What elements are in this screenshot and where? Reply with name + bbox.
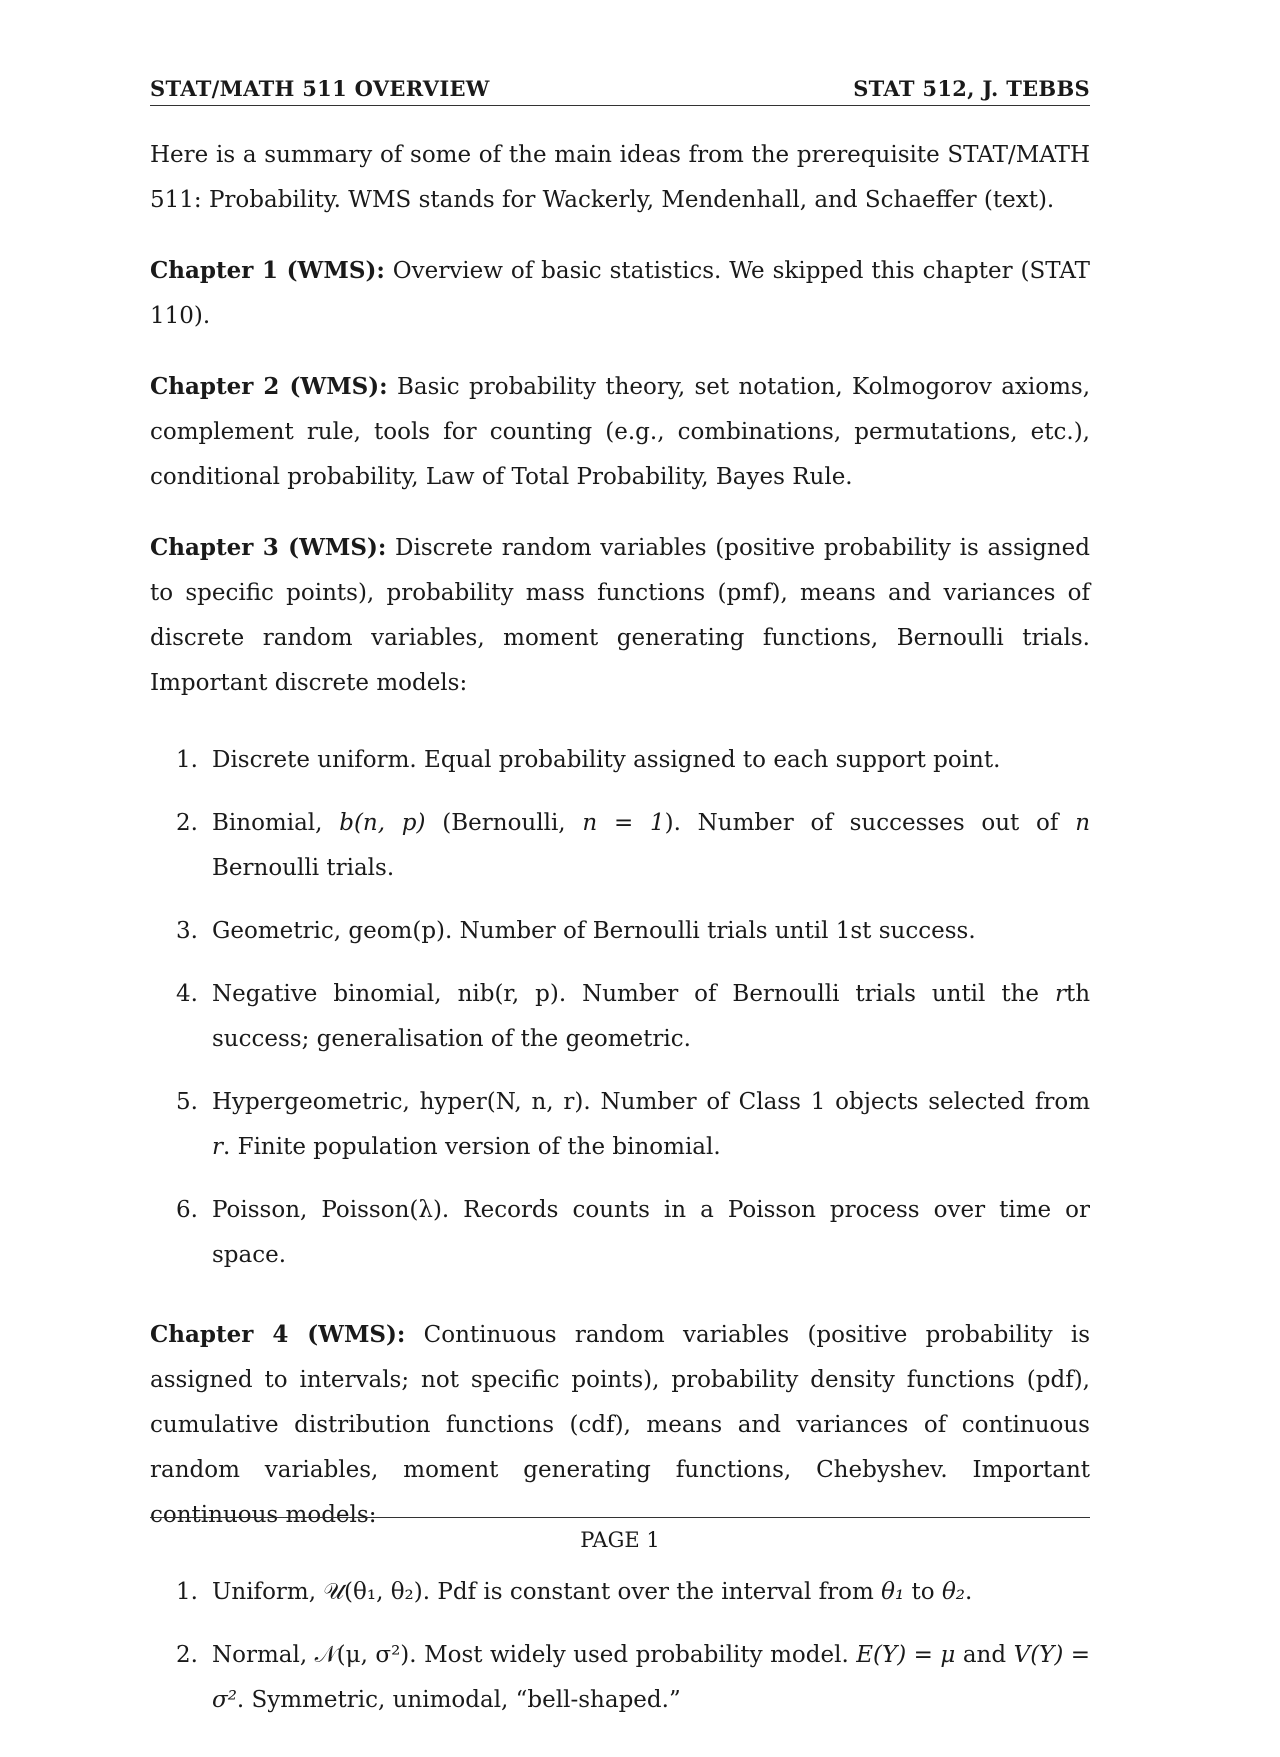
chapter-4-heading: Chapter 4 (WMS):: [150, 1321, 406, 1348]
chapter-1-text: Overview of basic statistics. We skipped this chapter (STAT 110).: [150, 258, 1091, 329]
model-notation: Poisson(λ).: [321, 1197, 450, 1223]
model-description-math: r: [1054, 981, 1066, 1007]
list-item-number: 1.: [176, 1579, 198, 1605]
model-description: Equal probability assigned to each support point.: [424, 747, 1001, 773]
model-math: V(Y) = σ²: [212, 1642, 1091, 1713]
model-name: Binomial,: [212, 810, 323, 836]
model-end: .: [965, 1579, 973, 1605]
chapter-3-text: Discrete random variables (positive probability is assigned to specific points), probability mass functions (pmf), means and variances of discrete random variables, moment generating functions, Bernoulli trials. Important discrete models:: [150, 535, 1090, 696]
model-notation: geom(p).: [348, 918, 453, 944]
list-item: [150, 1570, 1090, 1615]
list-item: [150, 738, 1090, 783]
model-description: Pdf is constant over the interval from: [437, 1579, 874, 1605]
list-item: [150, 909, 1090, 954]
model-name: Uniform,: [212, 1579, 317, 1605]
page-number: PAGE 1: [580, 1528, 660, 1552]
model-notation: b(n, p): [339, 810, 426, 836]
model-note-end: ).: [664, 810, 681, 836]
model-end: .: [236, 1687, 245, 1713]
model-note-math: n = 1: [582, 810, 665, 836]
chapter-1-heading: Chapter 1 (WMS):: [150, 257, 385, 284]
list-item: [150, 1080, 1090, 1170]
model-description: Most widely used probability model.: [424, 1642, 849, 1668]
chapter-1-paragraph: [150, 248, 1090, 339]
model-name: Negative binomial,: [212, 981, 442, 1007]
footer-rule: [150, 1517, 1090, 1518]
model-name: Poisson,: [212, 1197, 308, 1223]
model-math: θ₂: [941, 1579, 966, 1605]
continuous-models-list: [150, 1570, 1090, 1723]
list-item-number: 5.: [176, 1089, 198, 1115]
chapter-4-text: Continuous random variables (positive probability is assigned to intervals; not specific points), probability density functions (pdf), cumulative distribution functions (cdf), means and variances of continuous random variables, moment generating functions, Chebyshev. Important continuous models:: [150, 1322, 1090, 1528]
chapter-2-heading: Chapter 2 (WMS):: [150, 373, 388, 400]
list-item-number: 4.: [176, 981, 198, 1007]
model-name: Geometric,: [212, 918, 342, 944]
chapter-2-paragraph: [150, 364, 1090, 500]
model-math: θ₁: [881, 1579, 905, 1605]
model-description: Number of successes out of: [697, 810, 1059, 836]
list-item-number: 6.: [176, 1197, 198, 1223]
chapter-3-heading: Chapter 3 (WMS):: [150, 534, 387, 561]
list-item: [150, 1633, 1090, 1723]
list-item-number: 2.: [176, 1642, 198, 1668]
model-connector: and: [962, 1642, 1007, 1668]
model-description: Number of Class 1 objects selected from: [600, 1089, 1091, 1115]
model-description: Number of Bernoulli trials until the: [582, 981, 1040, 1007]
model-name: Normal,: [212, 1642, 308, 1668]
list-item-number: 2.: [176, 810, 198, 836]
list-item: [150, 801, 1090, 891]
model-notation: 𝒩(μ, σ²).: [314, 1642, 417, 1668]
header-left-title: STAT/MATH 511 OVERVIEW: [150, 76, 490, 101]
model-description-end: . Finite population version of the binomial.: [223, 1134, 721, 1160]
model-description-math: n: [1075, 810, 1091, 836]
model-math: E(Y) = μ: [856, 1642, 956, 1668]
model-description: Records counts in a Poisson process over time or space.: [212, 1197, 1091, 1268]
list-item: [150, 1188, 1090, 1278]
chapter-2-text: Basic probability theory, set notation, Kolmogorov axioms, complement rule, tools for counting (e.g., combinations, permutations, etc.), conditional probability, Law of Total Probability, Bayes Rule.: [150, 374, 1091, 490]
chapter-3-paragraph: [150, 525, 1090, 706]
discrete-models-list: [150, 738, 1090, 1278]
model-description-math: r: [212, 1134, 223, 1160]
page-body: [150, 133, 1090, 1757]
list-item-number: 3.: [176, 918, 198, 944]
list-item: [150, 972, 1090, 1062]
model-description-extra: Symmetric, unimodal, “bell-shaped.”: [251, 1687, 681, 1713]
header-right-title: STAT 512, J. TEBBS: [853, 76, 1090, 101]
model-description-end: Bernoulli trials.: [212, 855, 395, 881]
chapter-4-paragraph: [150, 1312, 1090, 1538]
model-notation: hyper(N, n, r).: [419, 1089, 591, 1115]
list-item-number: 1.: [176, 747, 198, 773]
model-notation: nib(r, p).: [457, 981, 567, 1007]
model-name: Discrete uniform.: [212, 747, 417, 773]
model-name: Hypergeometric,: [212, 1089, 410, 1115]
intro-paragraph: Here is a summary of some of the main ideas from the prerequisite STAT/MATH 511: Probability. WMS stands for Wackerly, Mendenhall, and Schaeffer (text).: [150, 142, 1090, 213]
model-description-end: th success; generalisation of the geometric.: [212, 981, 1091, 1052]
model-notation: 𝒰(θ₁, θ₂).: [323, 1579, 431, 1605]
model-description: Number of Bernoulli trials until 1st success.: [459, 918, 976, 944]
running-header: [150, 76, 1090, 106]
model-connector: to: [911, 1579, 935, 1605]
model-note: (Bernoulli,: [442, 810, 583, 836]
